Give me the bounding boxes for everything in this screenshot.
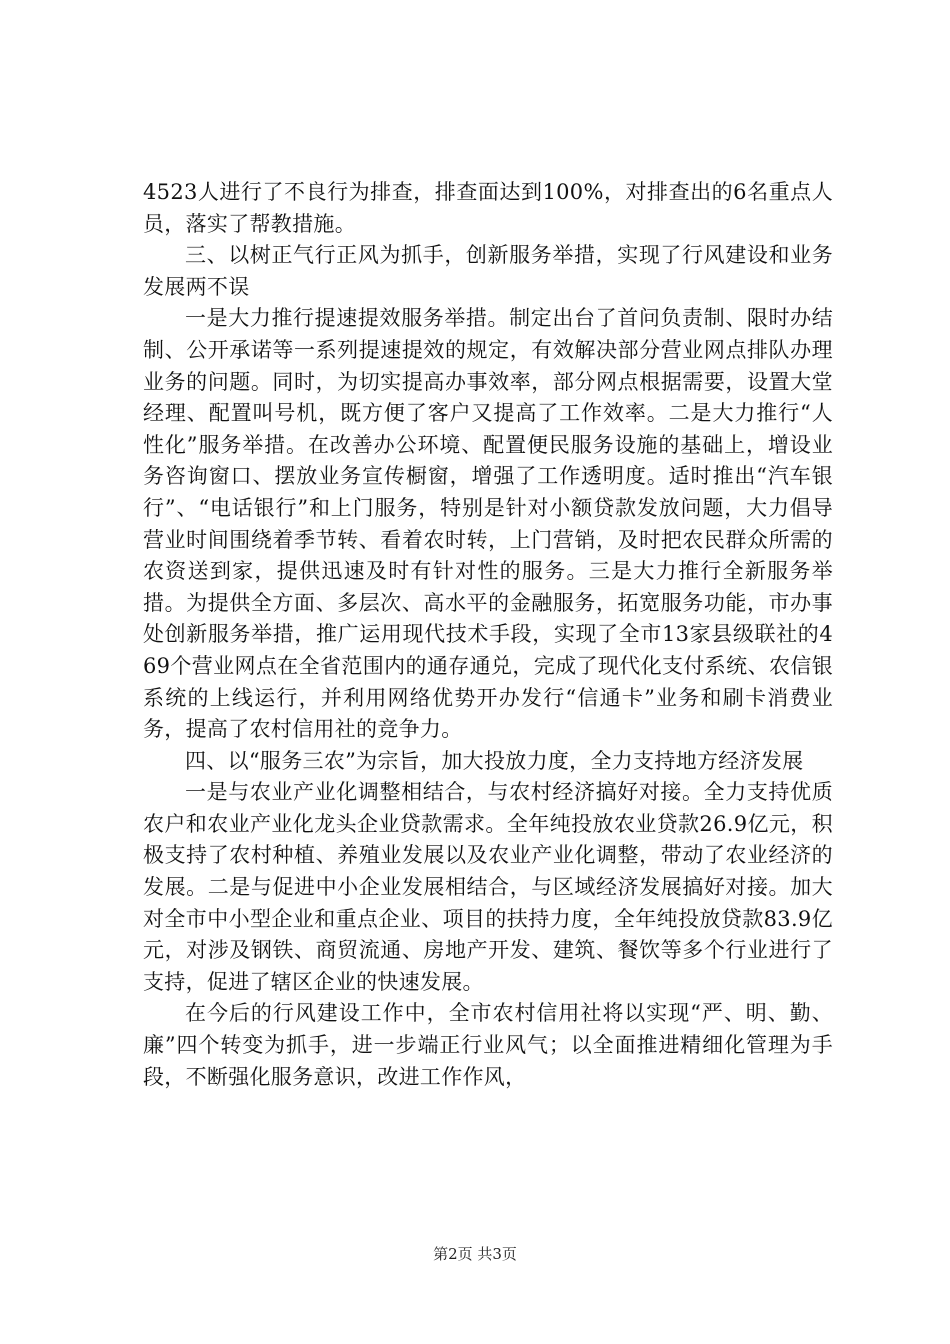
document-body (143, 177, 833, 1093)
paragraph-heading-3: 三、以树正气行正风为抓手，创新服务举措，实现了行风建设和业务发展两不误 (143, 243, 833, 299)
paragraph-heading-4: 四、以“服务三农”为宗旨，加大投放力度，全力支持地方经济发展 (185, 748, 804, 773)
paragraph-6: 在今后的行风建设工作中，全市农村信用社将以实现“严、明、勤、廉”四个转变为抓手，进一步端正行业风气；以全面推进精细化管理为手段，不断强化服务意识，改进工作作风， (143, 1001, 833, 1089)
paragraph-3: 一是大力推行提速提效服务举措。制定出台了首问负责制、限时办结制、公开承诺等一系列提速提效的规定，有效解决部分营业网点排队办理业务的问题。同时，为切实提高办事效率，部分网点根据需要，设置大堂经理、配置叫号机，既方便了客户又提高了工作效率。二是大力推行“人性化”服务举措。在改善办公环境、配置便民服务设施的基础上，增设业务咨询窗口、摆放业务宣传橱窗，增强了工作透明度。适时推出“汽车银行”、“电话银行”和上门服务，特别是针对小额贷款发放问题，大力倡导营业时间围绕着季节转、看着农时转，上门营销，及时把农民群众所需的农资送到家，提供迅速及时有针对性的服务。三是大力推行全新服务举措。为提供全方面、多层次、高水平的金融服务，拓宽服务功能，市办事处创新服务举措，推广运用现代技术手段，实现了全市13家县级联社的469个营业网点在全省范围内的通存通兑，完成了现代化支付系统、农信银系统的上线运行，并利用网络优势开办发行“信通卡”业务和刷卡消费业务，提高了农村信用社的竞争力。 (143, 306, 833, 742)
page-footer: 第2页 共3页 (433, 1245, 517, 1263)
paragraph-1: 4523人进行了不良行为排查，排查面达到100%，对排查出的6名重点人员，落实了帮教措施。 (143, 180, 833, 236)
paragraph-5: 一是与农业产业化调整相结合，与农村经济搞好对接。全力支持优质农户和农业产业化龙头企业贷款需求。全年纯投放农业贷款26.9亿元，积极支持了农村种植、养殖业发展以及农业产业化调整，带动了农业经济的发展。二是与促进中小企业发展相结合，与区域经济发展搞好对接。加大对全市中小型企业和重点企业、项目的扶持力度，全年纯投放贷款83.9亿元，对涉及钢铁、商贸流通、房地产开发、建筑、餐饮等多个行业进行了支持，促进了辖区企业的快速发展。 (143, 780, 833, 994)
